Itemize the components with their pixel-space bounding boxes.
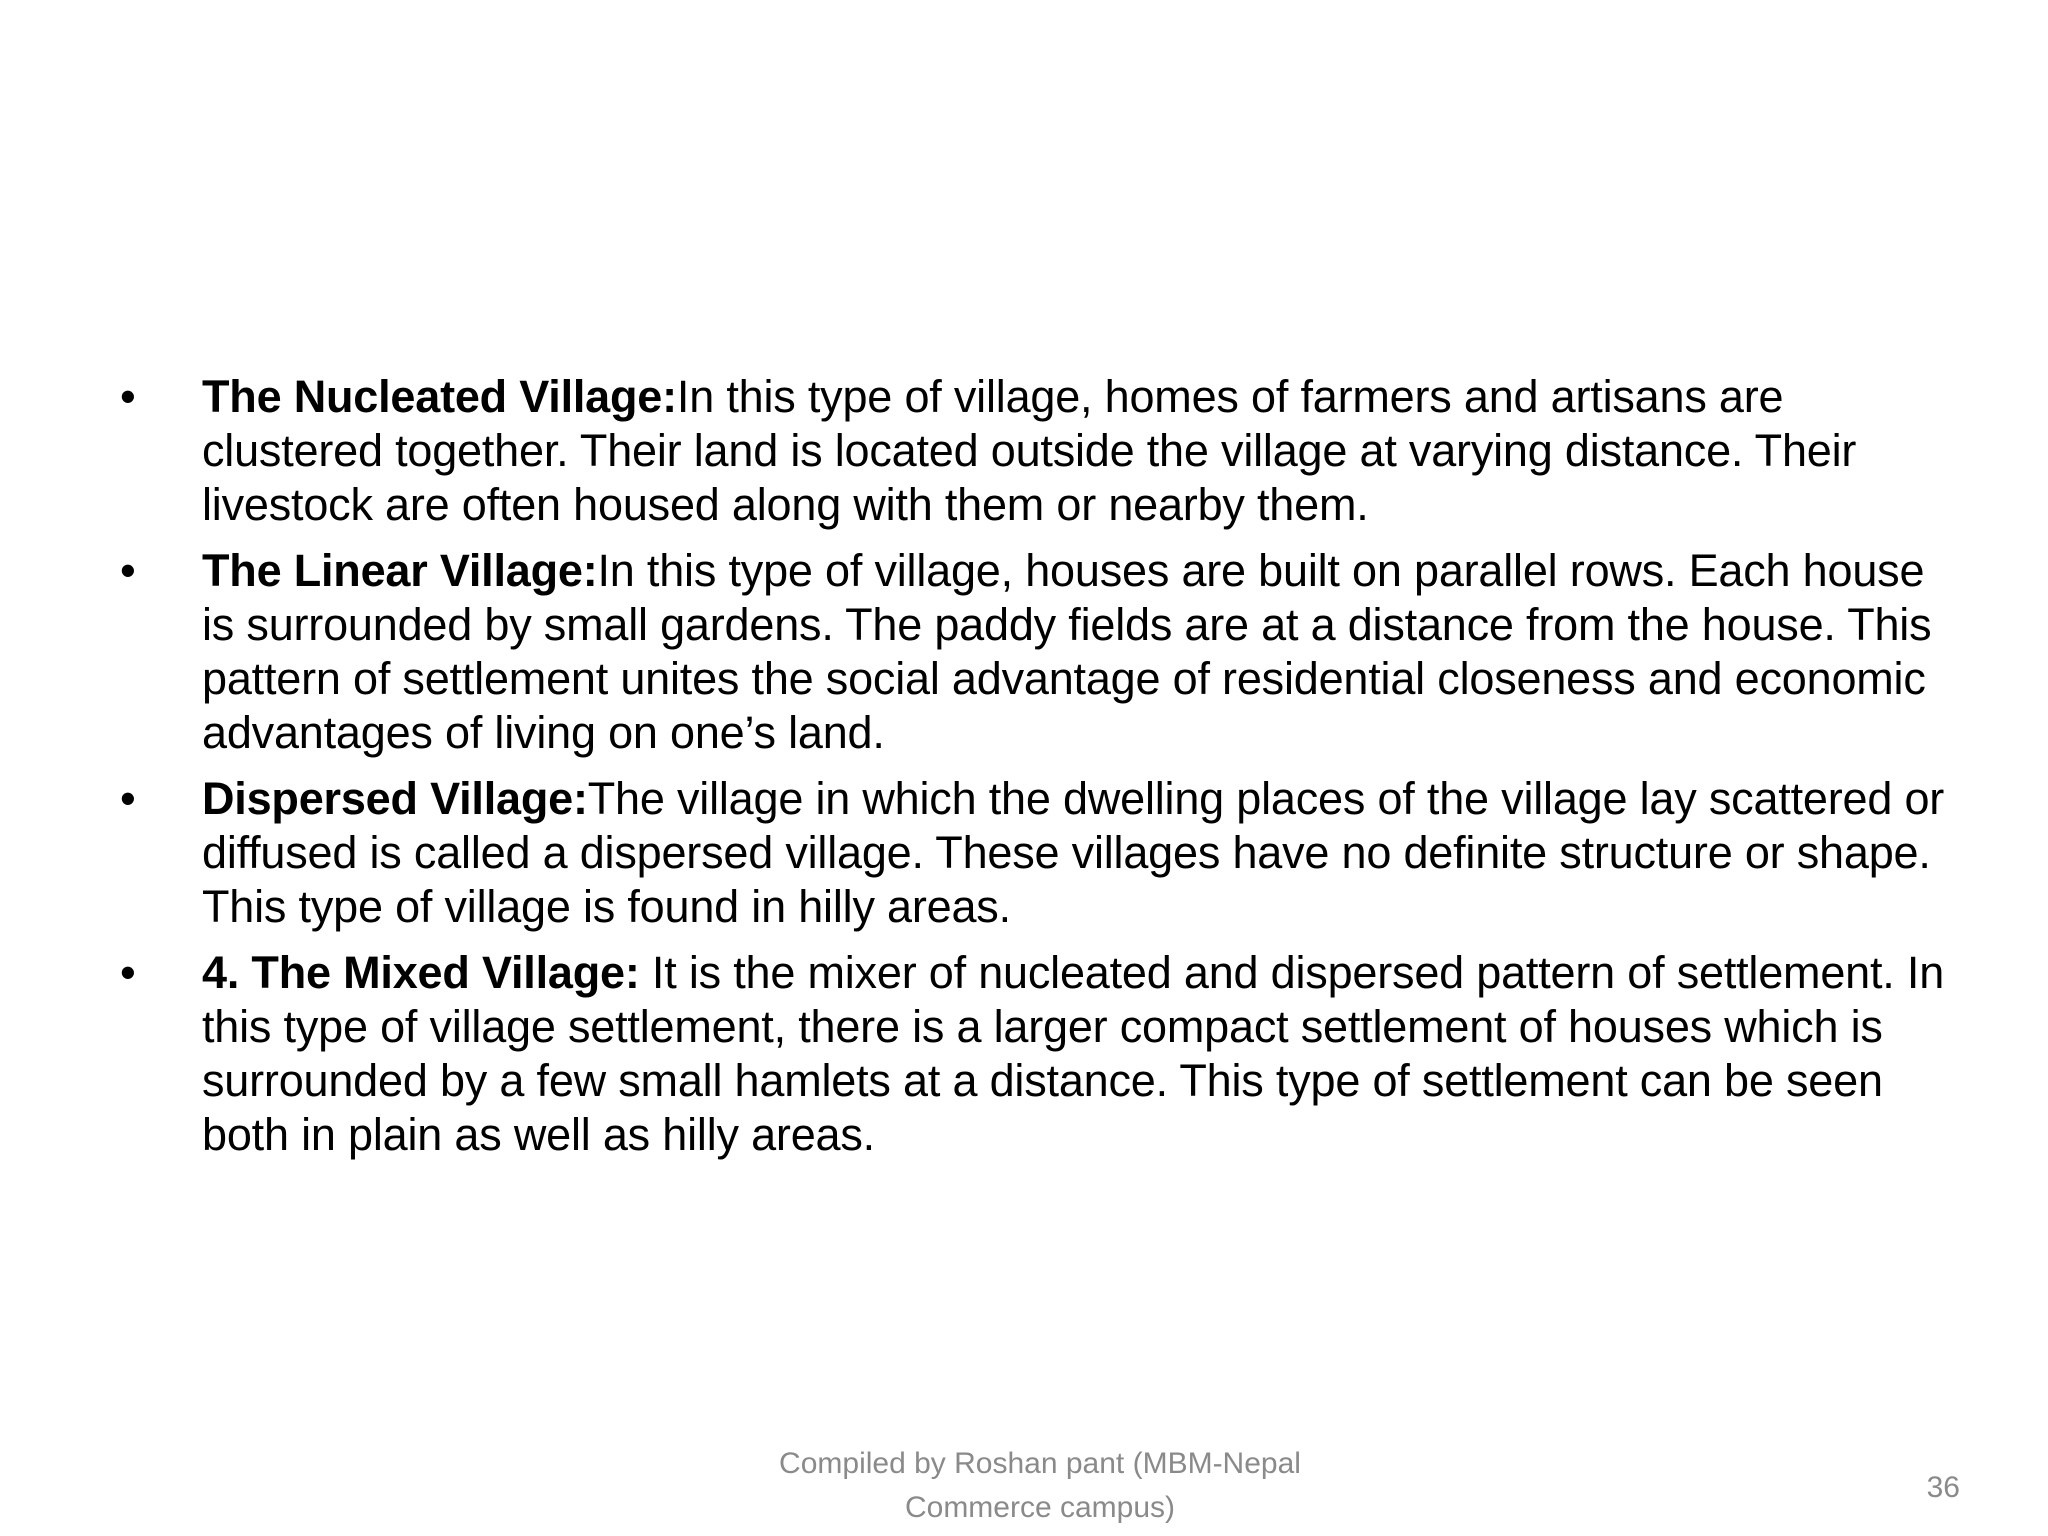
footer-credit — [740, 1442, 1340, 1530]
bullet-icon: • — [120, 545, 136, 596]
page-number: 36 — [1926, 1471, 1960, 1504]
bullet-text: The village in which the dwelling places of the village lay scattered or diffused is called a dispersed village. These villages have no definite structure or shape. This type of village is found in hilly areas. — [202, 773, 1945, 932]
footer-credit-line1: Compiled by Roshan pant (MBM-Nepal — [779, 1447, 1301, 1480]
bullet-item-linear-village — [120, 544, 1950, 760]
bullet-list — [120, 370, 1950, 1174]
bullet-icon: • — [120, 773, 136, 824]
bullet-icon: • — [120, 371, 136, 422]
bullet-item-dispersed-village — [120, 772, 1950, 934]
bullet-icon: • — [120, 947, 136, 998]
bullet-item-nucleated-village — [120, 370, 1950, 532]
bullet-text: In this type of village, houses are built on parallel rows. Each house is surrounded by small gardens. The paddy fields are at a distance from the house. This pattern of settlement unites the social advantage of residential closeness and economic advantages of living on one’s land. — [202, 545, 1932, 758]
bullet-text: In this type of village, homes of farmers and artisans are clustered together. Their land is located outside the village at varying distance. Their livestock are often housed along with them or nearby them. — [202, 371, 1857, 530]
bullet-title: 4. The Mixed Village: — [202, 947, 640, 998]
bullet-text: It is the mixer of nucleated and dispersed pattern of settlement. In this type of village settlement, there is a larger compact settlement of houses which is surrounded by a few small hamlets at a distance. This type of settlement can be seen both in plain as well as hilly areas. — [202, 947, 1945, 1160]
bullet-item-mixed-village — [120, 946, 1950, 1162]
bullet-title: Dispersed Village: — [202, 773, 588, 824]
footer-credit-line2: Commerce campus) — [904, 1491, 1176, 1524]
bullet-title: The Linear Village: — [202, 545, 598, 596]
bullet-title: The Nucleated Village: — [202, 371, 677, 422]
